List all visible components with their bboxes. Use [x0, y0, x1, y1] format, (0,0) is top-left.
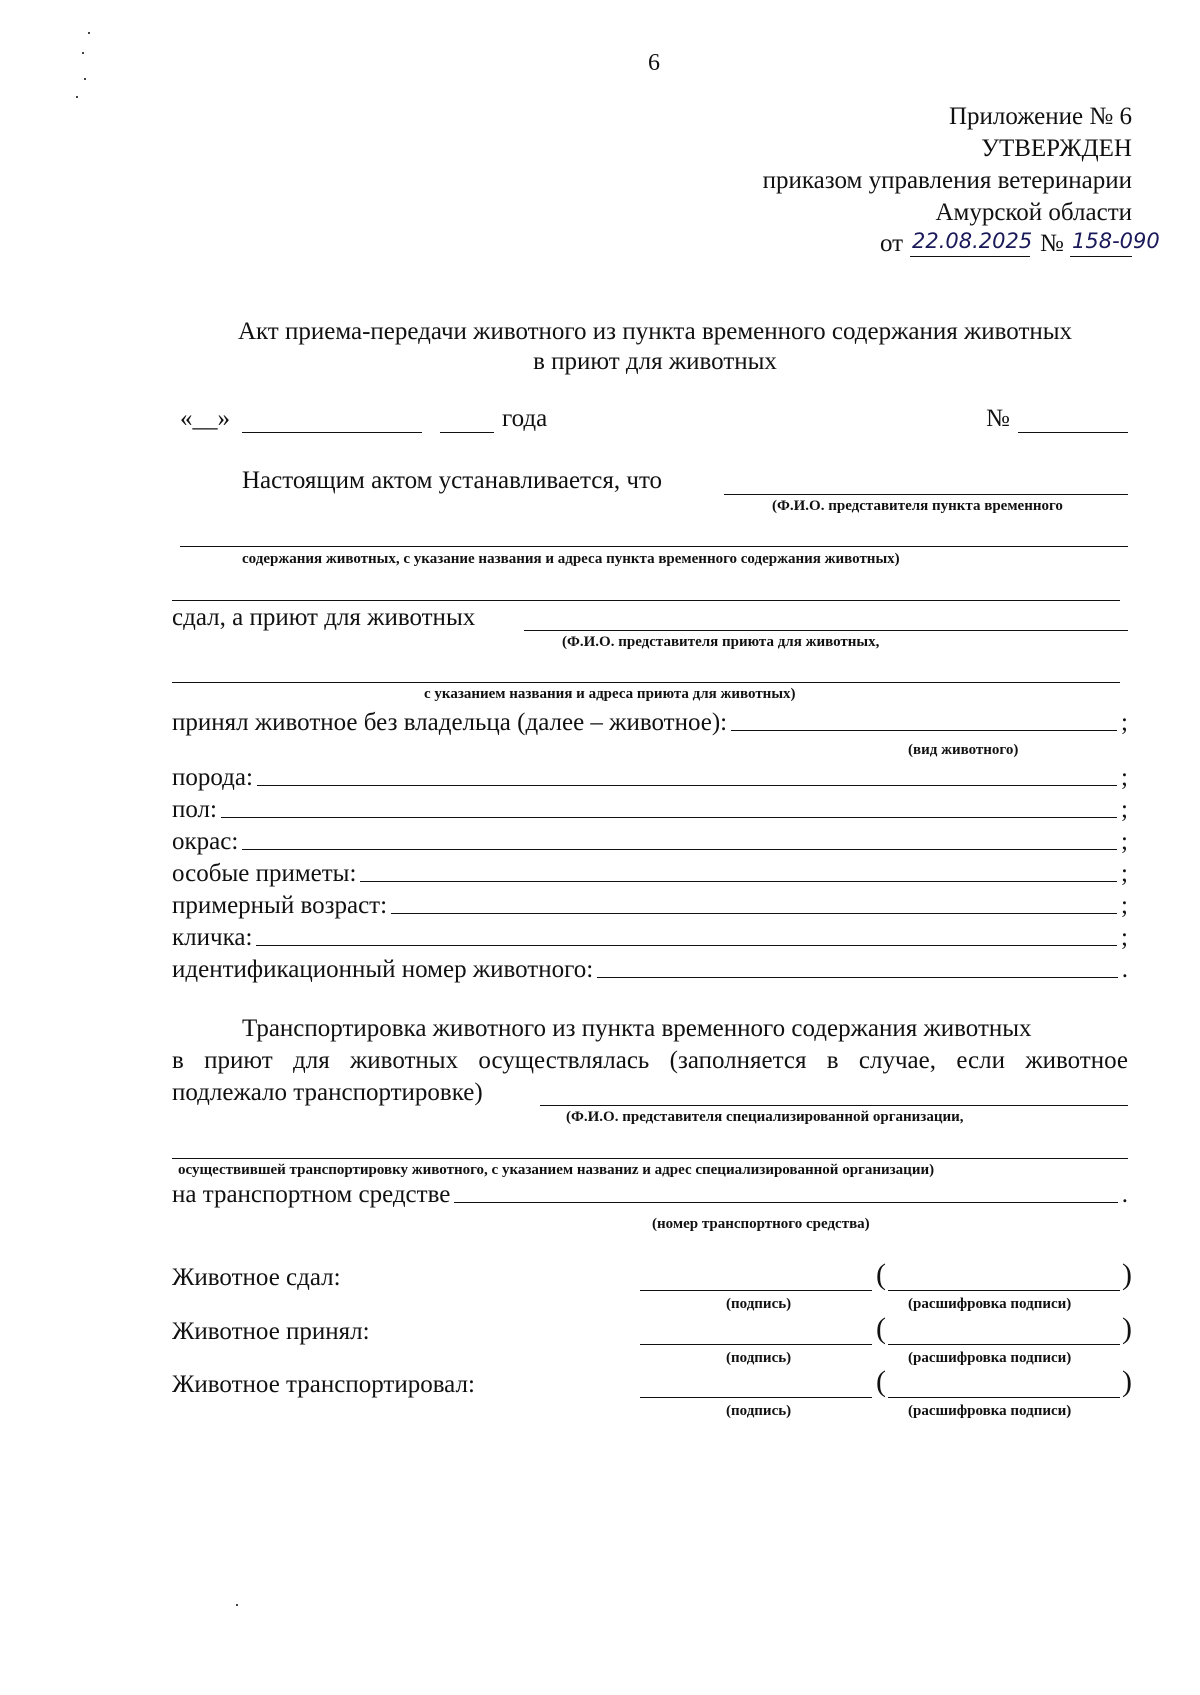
field-blank[interactable] [360, 881, 1117, 882]
shelter-text: сдал, а приют для животных [172, 604, 476, 631]
animal-kind-caption: (вид животного) [908, 742, 1019, 758]
temp-point-rep-blank[interactable] [724, 494, 1128, 495]
vehicle-end: . [1121, 1181, 1128, 1208]
transport-line2: в приют для животных осуществлялась (заполняется в случае, если животное [172, 1047, 1128, 1074]
signature-caption: (подпись) [726, 1296, 792, 1312]
field-end: . [1121, 956, 1128, 983]
temp-point-blank-3[interactable] [172, 600, 1120, 601]
field-row-breed [172, 764, 1128, 792]
temp-point-caption1: (Ф.И.О. представителя пункта временного [772, 498, 1063, 514]
decode-open-paren: ( [876, 1365, 886, 1398]
field-label: особые приметы: [172, 860, 357, 887]
decode-open-paren: ( [876, 1312, 886, 1345]
field-label: кличка: [172, 924, 253, 951]
shelter-rep-blank[interactable] [524, 630, 1128, 631]
signature-blank[interactable] [640, 1397, 872, 1398]
vehicle-caption: (номер транспортного средства) [652, 1216, 870, 1232]
shelter-caption2: с указанием названия и адреса приюта для животных) [424, 686, 796, 702]
field-blank[interactable] [391, 913, 1117, 914]
intro-text: Настоящим актом устанавливается, что [242, 467, 663, 494]
field-blank[interactable] [256, 945, 1117, 946]
decode-close-paren: ) [1122, 1312, 1132, 1345]
decode-blank[interactable] [888, 1290, 1120, 1291]
field-label: примерный возраст: [172, 892, 388, 919]
field-row-id-number [172, 956, 1128, 984]
month-blank[interactable] [242, 432, 422, 433]
date-underline [910, 256, 1030, 257]
handwritten-date: 22.08.2025 [912, 229, 1033, 253]
field-row-special-marks [172, 860, 1128, 888]
field-label: идентификационный номер животного: [172, 956, 594, 983]
temp-point-caption2: содержания животных, с указание названия и адреса пункта временного содержания животных) [242, 551, 900, 567]
scan-speck [236, 1604, 238, 1606]
signature-caption: (подпись) [726, 1403, 792, 1419]
year-blank[interactable] [440, 432, 494, 433]
field-end: ; [1121, 764, 1128, 791]
animal-accepted-label: принял животное без владельца (далее – животное): [172, 709, 728, 736]
order-label: приказом управления ветеринарии [762, 167, 1132, 194]
decode-caption: (расшифровка подписи) [908, 1403, 1072, 1419]
signature-caption: (подпись) [726, 1350, 792, 1366]
field-end: ; [1121, 796, 1128, 823]
row-terminator: ; [1121, 709, 1128, 736]
vehicle-label: на транспортном средстве [172, 1181, 451, 1208]
field-label: пол: [172, 796, 217, 823]
field-label: окрас: [172, 828, 239, 855]
transport-line3: подлежало транспортировке) [172, 1079, 483, 1106]
region-label: Амурской области [935, 199, 1132, 226]
field-blank[interactable] [221, 817, 1117, 818]
decode-caption: (расшифровка подписи) [908, 1350, 1072, 1366]
scan-speck [88, 32, 90, 34]
vehicle-blank[interactable] [454, 1202, 1117, 1203]
decode-caption: (расшифровка подписи) [908, 1296, 1072, 1312]
field-end: ; [1121, 924, 1128, 951]
temp-point-blank-2[interactable] [180, 546, 1128, 547]
animal-kind-blank[interactable] [731, 730, 1117, 731]
shelter-caption1: (Ф.И.О. представителя приюта для животных, [562, 634, 880, 650]
act-number-blank[interactable] [1018, 432, 1128, 433]
transport-org-blank-2[interactable] [172, 1158, 1128, 1159]
approved-label: УТВЕРЖДЕН [981, 135, 1132, 162]
day-field: «__» [180, 405, 230, 432]
field-row-sex [172, 796, 1128, 824]
transport-line1: Транспортировка животного из пункта временного содержания животных [242, 1015, 1032, 1042]
act-number-sign: № [986, 405, 1010, 432]
field-label: порода: [172, 764, 253, 791]
scan-speck [76, 96, 78, 98]
signature-label: Животное транспортировал: [172, 1371, 475, 1398]
handwritten-order-number: 158-090 [1072, 229, 1160, 253]
field-blank[interactable] [257, 785, 1117, 786]
decode-blank[interactable] [888, 1344, 1120, 1345]
animal-kind-row [172, 709, 1128, 737]
decode-open-paren: ( [876, 1258, 886, 1291]
field-end: ; [1121, 892, 1128, 919]
decode-close-paren: ) [1122, 1258, 1132, 1291]
field-row-color [172, 828, 1128, 856]
appendix-label: Приложение № 6 [948, 103, 1132, 130]
signature-label: Животное сдал: [172, 1264, 341, 1291]
decode-close-paren: ) [1122, 1365, 1132, 1398]
transport-caption1: (Ф.И.О. представителя специализированной организации, [566, 1109, 964, 1125]
signature-blank[interactable] [640, 1344, 872, 1345]
order-number-sign: № [1040, 230, 1064, 257]
field-end: ; [1121, 828, 1128, 855]
field-blank[interactable] [597, 977, 1118, 978]
transport-caption2: осуществившей транспортировку животного, с указанием названиz и адрес специализированной организации) [178, 1162, 935, 1178]
page-number: 6 [648, 50, 660, 76]
number-underline [1070, 256, 1132, 257]
transport-org-blank[interactable] [540, 1105, 1128, 1106]
year-word: года [502, 405, 548, 432]
field-blank[interactable] [242, 849, 1117, 850]
signature-label: Животное принял: [172, 1318, 370, 1345]
document-title-line2: в приют для животных [533, 348, 777, 375]
field-end: ; [1121, 860, 1128, 887]
decode-blank[interactable] [888, 1397, 1120, 1398]
signature-blank[interactable] [640, 1290, 872, 1291]
field-row-age [172, 892, 1128, 920]
scan-speck [82, 52, 84, 54]
document-title-line1: Акт приема-передачи животного из пункта временного содержания животных [237, 318, 1073, 345]
date-prefix: от [880, 230, 904, 257]
scan-speck [84, 78, 86, 80]
field-row-name [172, 924, 1128, 952]
vehicle-row [172, 1181, 1128, 1209]
shelter-blank-2[interactable] [172, 682, 1120, 683]
